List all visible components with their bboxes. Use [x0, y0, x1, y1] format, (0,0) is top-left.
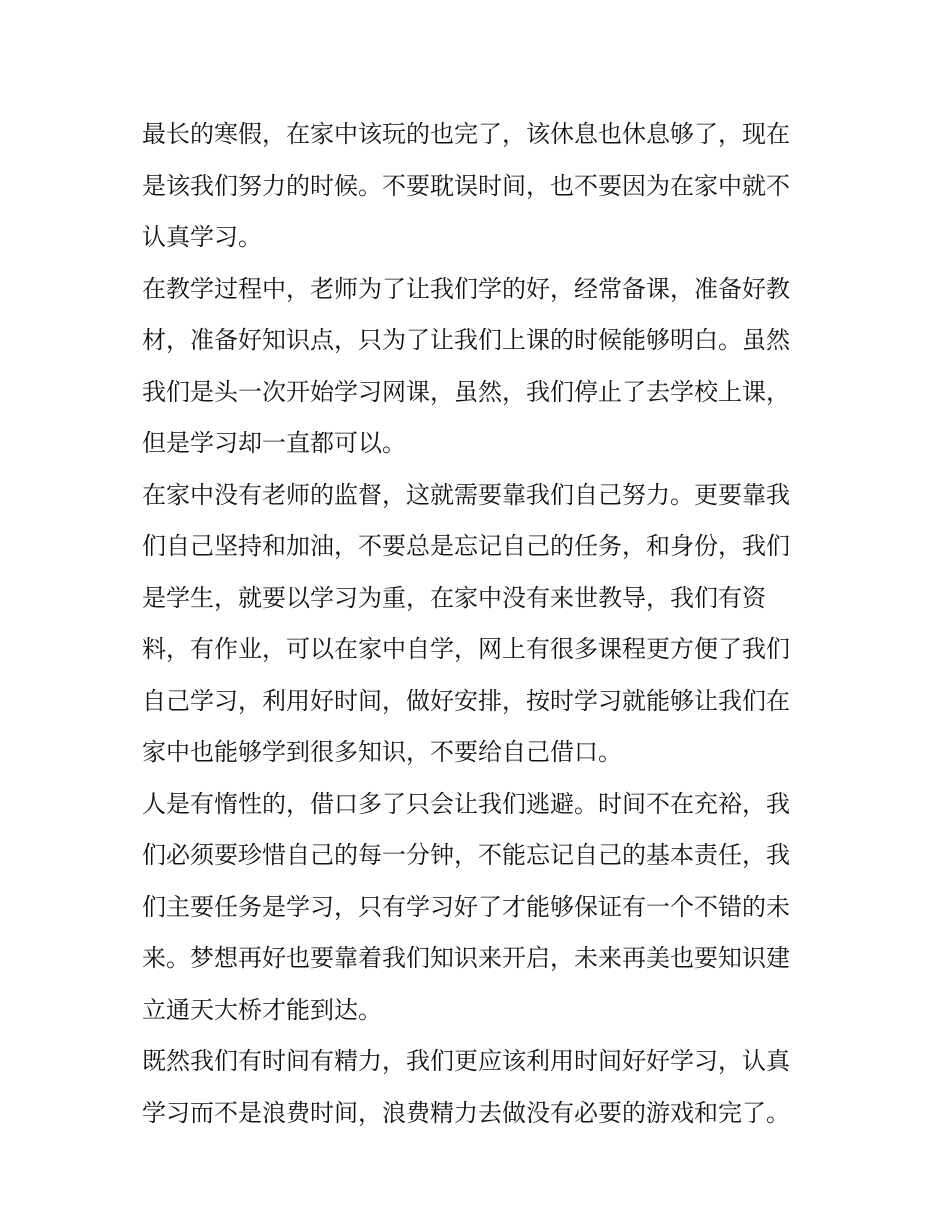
text-line: 学习而不是浪费时间，浪费精力去做没有必要的游戏和完了。 [142, 1098, 790, 1127]
text-line: 料，有作业，可以在家中自学，网上有很多课程更方便了我们 [142, 635, 790, 663]
text-line: 来。梦想再好也要靠着我们知识来开启，未来再美也要知识建 [142, 944, 790, 972]
paragraph-1 [142, 109, 814, 264]
paragraph-2 [142, 264, 814, 470]
document-body [142, 109, 814, 1139]
text-line: 认真学习。 [142, 223, 262, 251]
text-line: 们自己坚持和加油，不要总是忘记自己的任务，和身份，我们 [142, 532, 790, 560]
paragraph-3 [142, 470, 814, 779]
text-line: 立通天大桥才能到达。 [142, 995, 382, 1024]
text-line: 是学生，就要以学习为重，在家中没有来世教导，我们有资 [142, 583, 766, 612]
text-line: 在家中没有老师的监督，这就需要靠我们自己努力。更要靠我 [142, 480, 790, 509]
paragraph-4 [142, 779, 814, 1037]
text-line: 最长的寒假，在家中该玩的也完了，该休息也休息够了，现在 [142, 120, 790, 148]
text-line: 自己学习，利用好时间，做好安排，按时学习就能够让我们在 [142, 686, 790, 715]
paragraph-5 [142, 1036, 814, 1139]
text-line: 材，准备好知识点，只为了让我们上课的时候能够明白。虽然 [142, 326, 790, 354]
text-line: 在教学过程中，老师为了让我们学的好，经常备课，准备好教 [142, 274, 790, 303]
text-line: 人是有惰性的，借口多了只会让我们逃避。时间不在充裕，我 [142, 789, 790, 818]
text-line: 但是学习却一直都可以。 [142, 429, 406, 457]
text-line: 家中也能够学到很多知识，不要给自己借口。 [142, 738, 622, 766]
text-line: 们主要任务是学习，只有学习好了才能够保证有一个不错的未 [142, 892, 790, 921]
text-line: 是该我们努力的时候。不要耽误时间，也不要因为在家中就不 [142, 171, 790, 200]
text-line: 们必须要珍惜自己的每一分钟，不能忘记自己的基本责任，我 [142, 841, 790, 869]
text-line: 既然我们有时间有精力，我们更应该利用时间好好学习，认真 [142, 1047, 790, 1075]
text-line: 我们是头一次开始学习网课，虽然，我们停止了去学校上课， [142, 377, 790, 406]
